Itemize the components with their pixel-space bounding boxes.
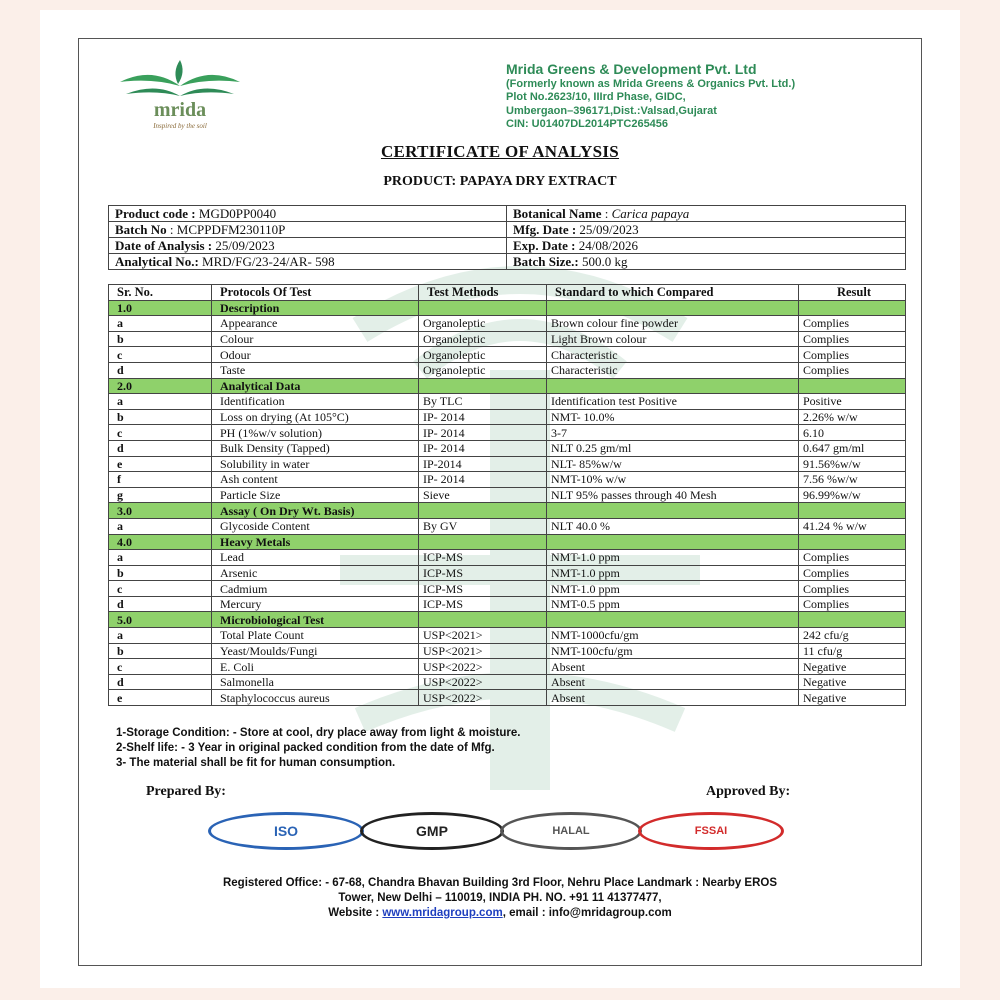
sr-no-cell: b (109, 331, 212, 347)
sr-no-cell: d (109, 362, 212, 378)
result-cell (799, 378, 906, 394)
botanical-name-value: Carica papaya (611, 206, 690, 221)
registered-office-footer (0, 876, 1000, 921)
standard-cell: Brown colour fine powder (547, 316, 799, 332)
method-cell: ICP-MS (419, 581, 547, 597)
mfg-date-value: 25/09/2023 (579, 222, 639, 237)
result-cell: Complies (799, 565, 906, 581)
protocol-cell: Arsenic (212, 565, 419, 581)
shelf-life-note: 2-Shelf life: - 3 Year in original packed condition from the date of Mfg. (116, 742, 495, 754)
standard-cell: NLT- 85%w/w (547, 456, 799, 472)
sr-no-cell: e (109, 690, 212, 706)
method-cell: IP- 2014 (419, 472, 547, 488)
table-row (109, 690, 906, 706)
table-row (109, 440, 906, 456)
method-cell: USP<2022> (419, 674, 547, 690)
standard-cell: NMT-0.5 ppm (547, 596, 799, 612)
protocol-cell: Appearance (212, 316, 419, 332)
sr-no-cell: a (109, 316, 212, 332)
standard-cell: Light Brown colour (547, 331, 799, 347)
table-row (109, 425, 906, 441)
protocol-cell: Microbiological Test (212, 612, 419, 628)
batch-size-cell: Batch Size.: 500.0 kg (507, 254, 906, 270)
footer-address-line-1: Registered Office: - 67-68, Chandra Bhavan Building 3rd Floor, Nehru Place Landmark : Nearby EROS (222, 877, 778, 889)
botanical-name-cell: Botanical Name : Carica papaya (507, 206, 906, 222)
table-row (109, 628, 906, 644)
method-cell (419, 378, 547, 394)
fssai-badge-icon: FSSAI (638, 812, 784, 850)
result-cell: 2.26% w/w (799, 409, 906, 425)
table-row (109, 472, 906, 488)
standard-cell (547, 534, 799, 550)
result-cell (799, 503, 906, 519)
result-cell: Negative (799, 690, 906, 706)
standard-cell: NMT-100cfu/gm (547, 643, 799, 659)
section-row (109, 612, 906, 628)
company-name: Mrida Greens & Development Pvt. Ltd (506, 61, 757, 77)
protocol-cell: Glycoside Content (212, 518, 419, 534)
standard-cell: NMT- 10.0% (547, 409, 799, 425)
col-header-standard: Standard to which Compared (547, 285, 799, 301)
section-row (109, 503, 906, 519)
result-cell: 6.10 (799, 425, 906, 441)
table-row (109, 316, 906, 332)
method-cell: ICP-MS (419, 596, 547, 612)
sr-no-cell: b (109, 643, 212, 659)
protocol-cell: Total Plate Count (212, 628, 419, 644)
standard-cell: NLT 40.0 % (547, 518, 799, 534)
prepared-by-label: Prepared By: (146, 784, 226, 799)
method-cell: By GV (419, 518, 547, 534)
method-cell: USP<2021> (419, 628, 547, 644)
table-row (109, 674, 906, 690)
batch-no-value: MCPPDFM230110P (176, 222, 286, 237)
protocol-cell: Particle Size (212, 487, 419, 503)
section-row (109, 300, 906, 316)
sr-no-cell: b (109, 409, 212, 425)
leaf-logo-icon (112, 52, 248, 132)
table-row (109, 362, 906, 378)
sr-no-cell: a (109, 518, 212, 534)
sr-no-cell: a (109, 628, 212, 644)
gmp-badge-icon: GMP (360, 812, 504, 850)
sr-no-cell: g (109, 487, 212, 503)
standard-cell (547, 378, 799, 394)
method-cell: ICP-MS (419, 565, 547, 581)
results-header-row (109, 285, 906, 301)
method-cell: IP- 2014 (419, 409, 547, 425)
col-header-result: Result (799, 285, 906, 301)
table-row (109, 550, 906, 566)
mrida-logo (112, 52, 248, 132)
batch-info-table (108, 205, 906, 270)
standard-cell: Absent (547, 690, 799, 706)
section-row (109, 534, 906, 550)
halal-badge-icon: HALAL (500, 812, 642, 850)
result-cell: 7.56 %w/w (799, 472, 906, 488)
protocol-cell: Staphylococcus aureus (212, 690, 419, 706)
protocol-cell: Ash content (212, 472, 419, 488)
standard-cell (547, 612, 799, 628)
result-cell: Complies (799, 316, 906, 332)
protocol-cell: Colour (212, 331, 419, 347)
sr-no-cell: c (109, 581, 212, 597)
protocol-cell: Analytical Data (212, 378, 419, 394)
sr-no-cell: d (109, 596, 212, 612)
storage-note: 1-Storage Condition: - Store at cool, dry place away from light & moisture. (116, 727, 521, 739)
table-row (109, 409, 906, 425)
sr-no-cell: c (109, 347, 212, 363)
table-row (109, 331, 906, 347)
notes-section (116, 726, 896, 771)
table-row (109, 518, 906, 534)
analytical-no-value: MRD/FG/23-24/AR- 598 (202, 254, 335, 269)
result-cell (799, 534, 906, 550)
batch-no-cell: Batch No : MCPPDFM230110P (109, 222, 507, 238)
result-cell: 96.99%w/w (799, 487, 906, 503)
protocol-cell: E. Coli (212, 659, 419, 675)
result-cell (799, 300, 906, 316)
protocol-cell: Cadmium (212, 581, 419, 597)
standard-cell: NMT-1.0 ppm (547, 550, 799, 566)
protocol-cell: Description (212, 300, 419, 316)
table-row (109, 581, 906, 597)
table-row (109, 659, 906, 675)
result-cell: Complies (799, 362, 906, 378)
result-cell: Negative (799, 659, 906, 675)
table-row (109, 394, 906, 410)
protocol-cell: Loss on drying (At 105°C) (212, 409, 419, 425)
iso-badge-icon: ISO (208, 812, 364, 850)
footer-contact-line (0, 906, 1000, 921)
result-cell: 0.647 gm/ml (799, 440, 906, 456)
certification-badges (208, 812, 782, 846)
protocol-cell: Bulk Density (Tapped) (212, 440, 419, 456)
product-line: PRODUCT: PAPAYA DRY EXTRACT (383, 174, 617, 189)
standard-cell: NMT-1000cfu/gm (547, 628, 799, 644)
method-cell: USP<2022> (419, 690, 547, 706)
protocol-cell: Assay ( On Dry Wt. Basis) (212, 503, 419, 519)
method-cell: Organoleptic (419, 347, 547, 363)
batch-size-value: 500.0 kg (581, 254, 628, 269)
table-row (109, 643, 906, 659)
sr-no-cell: c (109, 659, 212, 675)
standard-cell: NMT-1.0 ppm (547, 581, 799, 597)
sr-no-cell: c (109, 425, 212, 441)
exp-date-cell: Exp. Date : 24/08/2026 (507, 238, 906, 254)
standard-cell: NMT-10% w/w (547, 472, 799, 488)
section-row (109, 378, 906, 394)
protocol-cell: Lead (212, 550, 419, 566)
sr-no-cell: a (109, 394, 212, 410)
mfg-date-cell: Mfg. Date : 25/09/2023 (507, 222, 906, 238)
col-header-sr-no: Sr. No. (109, 285, 212, 301)
product-code-value: MGD0PP0040 (198, 206, 277, 221)
company-formerly: (Formerly known as Mrida Greens & Organics Pvt. Ltd.) (506, 78, 796, 90)
method-cell: Organoleptic (419, 362, 547, 378)
standard-cell: Characteristic (547, 347, 799, 363)
protocol-cell: Odour (212, 347, 419, 363)
consumption-note: 3- The material shall be fit for human consumption. (116, 757, 396, 769)
company-address-2: Umbergaon–396171,Dist.:Valsad,Gujarat (506, 104, 717, 117)
protocol-cell: Heavy Metals (212, 534, 419, 550)
sr-no-cell: d (109, 674, 212, 690)
sr-no-cell: 1.0 (109, 300, 212, 316)
standard-cell (547, 503, 799, 519)
company-header (506, 60, 906, 132)
method-cell (419, 612, 547, 628)
sr-no-cell: a (109, 550, 212, 566)
email-text: , email : info@mridagroup.com (502, 907, 672, 919)
company-cin: CIN: U01407DL2014PTC265456 (506, 118, 669, 131)
approved-by-label: Approved By: (706, 784, 791, 799)
result-cell: Complies (799, 581, 906, 597)
protocol-cell: Salmonella (212, 674, 419, 690)
result-cell: Complies (799, 596, 906, 612)
table-row (109, 565, 906, 581)
standard-cell: Absent (547, 674, 799, 690)
method-cell: By TLC (419, 394, 547, 410)
method-cell (419, 503, 547, 519)
col-header-protocol: Protocols Of Test (212, 285, 419, 301)
logo-wordmark: mrida (153, 99, 207, 121)
result-cell: 41.24 % w/w (799, 518, 906, 534)
table-row (109, 487, 906, 503)
standard-cell: Characteristic (547, 362, 799, 378)
analytical-no-cell: Analytical No.: MRD/FG/23-24/AR- 598 (109, 254, 507, 270)
method-cell: Organoleptic (419, 331, 547, 347)
result-cell: Complies (799, 347, 906, 363)
website-link[interactable]: www.mridagroup.com (382, 907, 503, 919)
method-cell: Organoleptic (419, 316, 547, 332)
sr-no-cell: 3.0 (109, 503, 212, 519)
result-cell (799, 612, 906, 628)
sr-no-cell: e (109, 456, 212, 472)
standard-cell: NMT-1.0 ppm (547, 565, 799, 581)
table-row (109, 596, 906, 612)
method-cell: USP<2022> (419, 659, 547, 675)
analysis-date-cell: Date of Analysis : 25/09/2023 (109, 238, 507, 254)
website-label: Website : (328, 907, 383, 919)
protocol-cell: Taste (212, 362, 419, 378)
result-cell: Negative (799, 674, 906, 690)
certificate-title: CERTIFICATE OF ANALYSIS (380, 142, 620, 161)
protocol-cell: Mercury (212, 596, 419, 612)
analysis-results-table (108, 284, 906, 706)
sr-no-cell: f (109, 472, 212, 488)
standard-cell: NLT 0.25 gm/ml (547, 440, 799, 456)
sr-no-cell: 5.0 (109, 612, 212, 628)
protocol-cell: Solubility in water (212, 456, 419, 472)
footer-address-line-2: Tower, New Delhi – 110019, INDIA PH. NO. +91 11 41377477, (338, 892, 662, 904)
protocol-cell: Yeast/Moulds/Fungi (212, 643, 419, 659)
standard-cell: NLT 95% passes through 40 Mesh (547, 487, 799, 503)
exp-date-value: 24/08/2026 (578, 238, 638, 253)
method-cell (419, 300, 547, 316)
method-cell: IP-2014 (419, 456, 547, 472)
method-cell: USP<2021> (419, 643, 547, 659)
company-address-1: Plot No.2623/10, IIIrd Phase, GIDC, (506, 91, 686, 104)
result-cell: Complies (799, 331, 906, 347)
standard-cell: Identification test Positive (547, 394, 799, 410)
result-cell: 11 cfu/g (799, 643, 906, 659)
method-cell: IP- 2014 (419, 425, 547, 441)
protocol-cell: PH (1%w/v solution) (212, 425, 419, 441)
sr-no-cell: 2.0 (109, 378, 212, 394)
standard-cell: 3-7 (547, 425, 799, 441)
protocol-cell: Identification (212, 394, 419, 410)
result-cell: Complies (799, 550, 906, 566)
standard-cell (547, 300, 799, 316)
sr-no-cell: d (109, 440, 212, 456)
sr-no-cell: 4.0 (109, 534, 212, 550)
col-header-method: Test Methods (419, 285, 547, 301)
method-cell (419, 534, 547, 550)
method-cell: IP- 2014 (419, 440, 547, 456)
method-cell: ICP-MS (419, 550, 547, 566)
product-code-cell: Product code : MGD0PP0040 (109, 206, 507, 222)
table-row (109, 347, 906, 363)
standard-cell: Absent (547, 659, 799, 675)
table-row (109, 456, 906, 472)
result-cell: 91.56%w/w (799, 456, 906, 472)
result-cell: Positive (799, 394, 906, 410)
sr-no-cell: b (109, 565, 212, 581)
result-cell: 242 cfu/g (799, 628, 906, 644)
analysis-date-value: 25/09/2023 (215, 238, 275, 253)
logo-tagline: Inspired by the soil (153, 122, 207, 130)
method-cell: Sieve (419, 487, 547, 503)
